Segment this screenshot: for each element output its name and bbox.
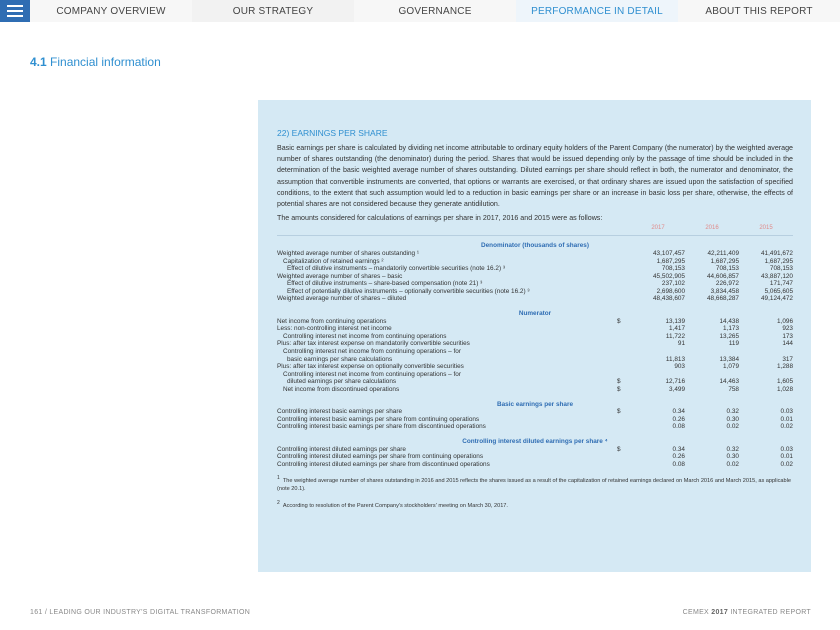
row-label: Net income from discontinued operations <box>283 386 400 393</box>
value-cell: 0.30 <box>726 415 739 423</box>
footnote <box>277 474 793 493</box>
table-row <box>277 416 793 424</box>
value-cell: 1,079 <box>723 363 739 371</box>
value-cell: 0.34 <box>672 445 685 453</box>
value-cell: 1,687,295 <box>710 257 739 265</box>
table-row <box>277 363 793 371</box>
section-heading-row <box>277 398 793 409</box>
currency-symbol <box>617 258 631 266</box>
value-cell: 49,124,472 <box>761 295 793 303</box>
table-row <box>277 356 793 364</box>
value-cell: 0.30 <box>726 453 739 461</box>
year-header-row <box>277 225 793 235</box>
row-label: Controlling interest diluted earnings per share <box>277 445 406 453</box>
row-label: Effect of dilutive instruments – mandatorily convertible securities (note 16.2) ³ <box>287 265 505 273</box>
row-label: Controlling interest basic earnings per share <box>277 408 403 416</box>
year-header: 2015 <box>739 225 793 235</box>
value-cell: 171,747 <box>769 280 793 288</box>
value-cell: 0.32 <box>726 445 739 453</box>
value-cell: 0.32 <box>726 408 739 416</box>
currency-symbol: $ <box>617 386 621 393</box>
value-cell: 43,107,457 <box>653 249 685 257</box>
currency-symbol <box>617 348 631 356</box>
value-cell: 91 <box>677 340 685 348</box>
value-cell: 0.08 <box>672 460 685 468</box>
value-cell: 0.26 <box>672 453 685 461</box>
year-header: 2017 <box>631 225 685 235</box>
section-heading-row <box>277 307 793 318</box>
table-row <box>277 378 793 386</box>
footnote-text: The weighted average number of shares outstanding in 2016 and 2015 reflects the shares issued as a result of the capitalization of retained earnings declared on March 2016 and March 2015, as applicable (note 20.1). <box>277 478 792 493</box>
value-cell: 48,668,287 <box>707 295 739 303</box>
table-section-heading: Controlling interest diluted earnings per share ⁴ <box>462 437 608 445</box>
value-cell: 903 <box>674 363 685 371</box>
value-cell: 237,102 <box>661 280 685 288</box>
currency-symbol <box>617 356 631 364</box>
value-cell: 3,499 <box>669 386 685 393</box>
section-heading-row <box>277 435 793 446</box>
table-row <box>277 273 793 281</box>
value-cell: 1,417 <box>669 325 685 333</box>
value-cell: 1,288 <box>777 363 793 371</box>
value-cell <box>631 371 685 379</box>
row-label: Less: non-controlling interest net income <box>277 325 392 333</box>
currency-symbol <box>617 325 631 333</box>
footnote-text: According to resolution of the Parent Company's stockholders' meeting on March 30, 2017. <box>282 503 508 510</box>
table-section-heading: Basic earnings per share <box>496 400 573 408</box>
hamburger-menu-icon[interactable] <box>0 0 30 22</box>
table-row <box>277 295 793 303</box>
currency-symbol: $ <box>617 317 621 325</box>
value-cell: 0.02 <box>726 423 739 431</box>
value-cell: 0.08 <box>672 423 685 431</box>
row-label: Controlling interest net income from continuing operations – for <box>283 348 461 356</box>
footnotes <box>277 474 793 510</box>
value-cell: 1,687,295 <box>764 257 793 265</box>
table-row <box>277 340 793 348</box>
table-row <box>277 348 793 356</box>
row-label: Controlling interest net income from continuing operations – for <box>283 370 461 378</box>
value-cell: 0.03 <box>780 445 793 453</box>
row-label: Weighted average number of shares outstanding ¹ <box>277 249 419 257</box>
value-cell: 708,153 <box>661 265 685 273</box>
note-panel <box>258 100 811 572</box>
table-row <box>277 288 793 296</box>
value-cell: 11,813 <box>665 355 685 363</box>
value-cell: 0.34 <box>672 408 685 416</box>
currency-symbol <box>617 340 631 348</box>
year-header: 2016 <box>685 225 739 235</box>
value-cell: 0.01 <box>780 415 793 423</box>
note-title: 22) EARNINGS PER SHARE <box>277 128 388 138</box>
value-cell: 1,687,295 <box>656 257 685 265</box>
row-label: Net income from continuing operations <box>277 317 387 325</box>
table-row <box>277 250 793 258</box>
value-cell: 0.26 <box>672 415 685 423</box>
row-label: basic earnings per share calculations <box>287 355 393 363</box>
value-cell: 1,605 <box>777 378 793 386</box>
value-cell: 42,211,409 <box>707 249 739 257</box>
currency-symbol <box>617 295 631 303</box>
currency-symbol <box>617 333 631 341</box>
footer-page-label: 161 / LEADING OUR INDUSTRY'S DIGITAL TRANSFORMATION <box>30 609 251 616</box>
tab-governance[interactable]: GOVERNANCE <box>354 0 516 22</box>
currency-symbol <box>617 461 631 469</box>
value-cell: 48,438,607 <box>653 295 685 303</box>
value-cell <box>739 371 793 379</box>
row-label: Plus: after tax interest expense on optionally convertible securities <box>277 363 464 371</box>
currency-symbol <box>617 423 631 431</box>
value-cell: 0.02 <box>780 423 793 431</box>
footer-report-name: INTEGRATED REPORT <box>730 609 811 616</box>
currency-symbol <box>617 273 631 281</box>
year-header-spacer <box>617 225 631 235</box>
earnings-per-share-table <box>277 225 793 468</box>
value-cell: 41,491,672 <box>761 249 793 257</box>
row-label: Weighted average number of shares – basic <box>277 272 403 280</box>
currency-symbol <box>617 288 631 296</box>
value-cell: 0.01 <box>780 453 793 461</box>
table-row <box>277 325 793 333</box>
table-row <box>277 318 793 326</box>
value-cell: 317 <box>782 355 793 363</box>
value-cell: 13,265 <box>719 332 739 340</box>
row-label: Controlling interest net income from continuing operations <box>283 332 447 340</box>
table-row <box>277 265 793 273</box>
value-cell: 0.02 <box>780 460 793 468</box>
currency-symbol <box>617 363 631 371</box>
table-row <box>277 423 793 431</box>
value-cell: 708,153 <box>715 265 739 273</box>
table-row <box>277 461 793 469</box>
value-cell: 14,463 <box>719 378 739 386</box>
row-label: Capitalization of retained earnings ² <box>283 257 384 265</box>
table-intro: The amounts considered for calculations of earnings per share in 2017, 2016 and 2015 were as follows: <box>277 214 603 223</box>
row-label: Controlling interest diluted earnings per share from discontinued operations <box>277 460 490 468</box>
table-row <box>277 333 793 341</box>
value-cell: 0.03 <box>780 408 793 416</box>
currency-symbol <box>617 250 631 258</box>
table-row <box>277 280 793 288</box>
row-label: Weighted average number of shares – diluted <box>277 295 407 303</box>
footnote <box>277 499 793 510</box>
value-cell: 45,502,905 <box>653 272 685 280</box>
footer-report-title <box>683 609 811 616</box>
section-number: 4.1 <box>30 55 47 69</box>
value-cell: 758 <box>728 386 739 393</box>
value-cell: 0.02 <box>726 460 739 468</box>
tab-company-overview[interactable]: COMPANY OVERVIEW <box>30 0 192 22</box>
value-cell: 226,972 <box>715 280 739 288</box>
currency-symbol: $ <box>617 445 621 453</box>
value-cell <box>739 348 793 356</box>
currency-symbol: $ <box>617 408 621 416</box>
table-row <box>277 258 793 266</box>
tab-performance-in-detail[interactable]: PERFORMANCE IN DETAIL <box>516 0 678 22</box>
row-label: Controlling interest basic earnings per share from continuing operations <box>277 415 480 423</box>
year-header-spacer <box>277 225 617 235</box>
footer-brand: CEMEX <box>682 609 710 616</box>
value-cell: 1,173 <box>723 325 739 333</box>
top-navigation <box>0 0 840 22</box>
table-row <box>277 371 793 379</box>
table-section-heading: Numerator <box>518 310 552 318</box>
value-cell: 11,722 <box>665 332 685 340</box>
value-cell: 13,384 <box>719 355 739 363</box>
currency-symbol <box>617 453 631 461</box>
section-heading <box>30 55 161 69</box>
currency-symbol <box>617 371 631 379</box>
table-section-heading: Denominator (thousands of shares) <box>481 242 589 250</box>
row-label: Controlling interest diluted earnings per share from continuing operations <box>277 453 484 461</box>
value-cell: 708,153 <box>769 265 793 273</box>
value-cell <box>685 348 739 356</box>
currency-symbol <box>617 416 631 424</box>
value-cell: 119 <box>728 340 739 348</box>
value-cell <box>685 371 739 379</box>
row-label: Plus: after tax interest expense on mandatorily convertible securities <box>277 340 470 348</box>
row-label: diluted earnings per share calculations <box>287 378 397 386</box>
value-cell: 2,698,600 <box>656 287 685 295</box>
value-cell: 144 <box>782 340 793 348</box>
table-row <box>277 386 793 394</box>
currency-symbol <box>617 265 631 273</box>
note-paragraph: Basic earnings per share is calculated by dividing net income attributable to ordinary equity holders of the Parent Company (the numerator) by the weighted average number of shares outstanding (the denominator) during the period. Shares that would be issued depending only by the passage of time should be included in the determination of the basic weighted average number of shares outstanding. Diluted earnings per share should reflect in both, the numerator and denominator, the assumption that convertible instruments are converted, that options or warrants are exercised, or that ordinary shares are issued upon the satisfaction of specified conditions, to the extent that such assumption would led to a reduction in basic earnings per share or an increase in basic loss per share, otherwise, the effects of potential shares are not considered because they generate antidilution. <box>277 144 793 209</box>
value-cell: 12,716 <box>665 378 685 386</box>
table-row <box>277 453 793 461</box>
currency-symbol: $ <box>617 378 621 386</box>
value-cell: 5,065,605 <box>764 287 793 295</box>
value-cell: 13,139 <box>665 317 685 325</box>
currency-symbol <box>617 280 631 288</box>
table-row <box>277 446 793 454</box>
value-cell: 3,834,458 <box>710 287 739 295</box>
value-cell: 1,096 <box>777 317 793 325</box>
value-cell: 44,606,857 <box>707 272 739 280</box>
tab-about-this-report[interactable]: ABOUT THIS REPORT <box>678 0 840 22</box>
footer-year: 2017 <box>711 609 729 616</box>
section-heading-row <box>277 239 793 250</box>
row-label: Effect of potentially dilutive instruments – optionally convertible securities (note 16.2) ³ <box>287 287 530 295</box>
value-cell: 923 <box>782 325 793 333</box>
value-cell: 14,438 <box>719 317 739 325</box>
row-label: Effect of dilutive instruments – share-based compensation (note 21) ³ <box>287 280 483 288</box>
value-cell: 43,887,120 <box>761 272 793 280</box>
value-cell: 173 <box>782 332 793 340</box>
value-cell: 1,028 <box>777 386 793 393</box>
footnote-mark: 1 <box>277 475 280 482</box>
row-label: Controlling interest basic earnings per share from discontinued operations <box>277 423 486 431</box>
table-row <box>277 408 793 416</box>
footnote-mark: 2 <box>277 500 280 507</box>
tab-our-strategy[interactable]: OUR STRATEGY <box>192 0 354 22</box>
value-cell <box>631 348 685 356</box>
section-title: Financial information <box>50 55 161 69</box>
